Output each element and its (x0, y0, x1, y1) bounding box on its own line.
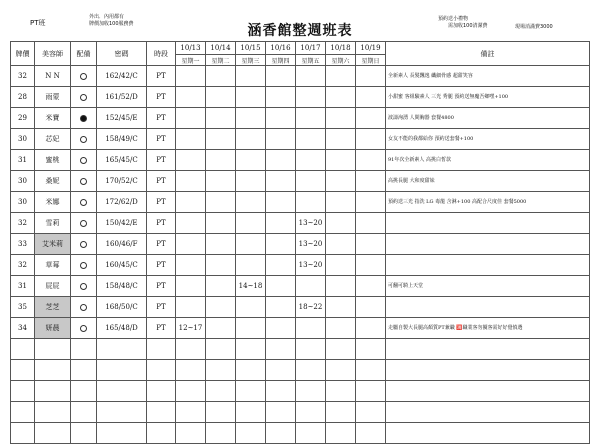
col-header-tag: 牌價 (11, 42, 35, 66)
row-measure: 158/48/C (97, 276, 147, 297)
row-name: 芝芝 (35, 297, 71, 318)
filled-circle-icon (80, 115, 87, 122)
row-status (71, 129, 97, 150)
shift-cell (326, 234, 356, 255)
table-row (11, 87, 590, 108)
shift-cell (356, 66, 386, 87)
empty-cell (97, 423, 147, 444)
empty-circle-icon (80, 283, 87, 290)
table-row (11, 297, 590, 318)
empty-cell (97, 339, 147, 360)
table-row (11, 255, 590, 276)
shift-cell (266, 318, 296, 339)
empty-cell (356, 360, 386, 381)
empty-row (11, 402, 590, 423)
row-note (386, 213, 590, 234)
row-period: PT (147, 234, 176, 255)
row-status (71, 255, 97, 276)
empty-cell (11, 381, 35, 402)
row-name: 芯妃 (35, 129, 71, 150)
shift-cell (236, 192, 266, 213)
empty-cell (11, 360, 35, 381)
shift-cell (296, 66, 326, 87)
row-name: 雨蒙 (35, 87, 71, 108)
shift-cell (176, 150, 206, 171)
shift-label: PT班 (30, 19, 46, 27)
empty-cell (71, 423, 97, 444)
empty-cell (236, 402, 266, 423)
shift-cell (296, 87, 326, 108)
row-status (71, 66, 97, 87)
empty-cell (326, 402, 356, 423)
empty-circle-icon (80, 157, 87, 164)
table-row (11, 234, 590, 255)
col-header-status: 配備 (71, 42, 97, 66)
empty-cell (266, 360, 296, 381)
row-note: 預約送三光 指洗 LG 毒龍 含淋+100 高配合尺度佳 套餐5000 (386, 192, 590, 213)
empty-cell (206, 360, 236, 381)
shift-cell (356, 255, 386, 276)
empty-cell (147, 360, 176, 381)
shift-cell (356, 129, 386, 150)
empty-cell (296, 360, 326, 381)
schedule-sheet (10, 0, 590, 423)
shift-cell (266, 213, 296, 234)
row-period: PT (147, 171, 176, 192)
shift-cell: 13~20 (296, 213, 326, 234)
empty-cell (176, 381, 206, 402)
shift-cell (206, 318, 236, 339)
shift-cell: 14~18 (236, 276, 266, 297)
empty-cell (35, 381, 71, 402)
shift-cell (266, 255, 296, 276)
shift-cell (266, 297, 296, 318)
row-measure: 172/62/D (97, 192, 147, 213)
empty-cell (176, 360, 206, 381)
row-name: N N (35, 66, 71, 87)
empty-row (11, 423, 590, 444)
empty-cell (296, 339, 326, 360)
empty-cell (326, 360, 356, 381)
row-status (71, 171, 97, 192)
row-status (71, 87, 97, 108)
empty-cell (206, 423, 236, 444)
row-note: 高挑長腿 大和度甜妹 (386, 171, 590, 192)
empty-circle-icon (80, 136, 87, 143)
shift-cell (266, 276, 296, 297)
col-header-notes: 備註 (386, 42, 590, 66)
empty-cell (35, 339, 71, 360)
day-date: 10/15 (236, 42, 266, 55)
row-name: 妍晨 (35, 318, 71, 339)
empty-cell (206, 339, 236, 360)
table-row (11, 213, 590, 234)
shift-cell (206, 108, 236, 129)
shift-cell (236, 171, 266, 192)
empty-circle-icon (80, 94, 87, 101)
shift-cell (206, 150, 236, 171)
table-row (11, 150, 590, 171)
shift-cell (176, 255, 206, 276)
shift-cell (206, 234, 236, 255)
shift-cell (236, 108, 266, 129)
empty-cell (71, 402, 97, 423)
empty-cell (326, 423, 356, 444)
day-date: 10/18 (326, 42, 356, 55)
row-measure: 165/45/C (97, 150, 147, 171)
shift-cell (176, 129, 206, 150)
empty-row (11, 360, 590, 381)
shift-cell (236, 318, 266, 339)
row-period: PT (147, 255, 176, 276)
table-row (11, 276, 590, 297)
empty-cell (326, 339, 356, 360)
right-note-line1: 預約送小禮物 (438, 16, 469, 22)
shift-cell (176, 87, 206, 108)
row-tag: 30 (11, 171, 35, 192)
col-header-measure: 密碼 (97, 42, 147, 66)
shift-cell (326, 129, 356, 150)
row-note: 可翻可騎上天堂 (386, 276, 590, 297)
shift-cell (356, 318, 386, 339)
shift-cell (296, 129, 326, 150)
shift-cell (176, 213, 206, 234)
row-measure: 150/42/E (97, 213, 147, 234)
empty-circle-icon (80, 262, 87, 269)
day-weekday: 星期四 (266, 55, 296, 66)
row-name: 屁屁 (35, 276, 71, 297)
area-note-line1: 外出．內用都有 (89, 14, 125, 20)
shift-cell (356, 234, 386, 255)
shift-cell (326, 66, 356, 87)
shift-cell (206, 129, 236, 150)
empty-circle-icon (80, 73, 87, 80)
shift-cell (206, 213, 236, 234)
row-measure: 162/42/C (97, 66, 147, 87)
table-row (11, 192, 590, 213)
empty-cell (356, 339, 386, 360)
row-period: PT (147, 276, 176, 297)
row-status (71, 297, 97, 318)
shift-cell (176, 192, 206, 213)
empty-cell (35, 360, 71, 381)
row-note: 波濤洶湧 人間胸器 套餐4800 (386, 108, 590, 129)
row-name: 桑妮 (35, 171, 71, 192)
empty-cell (206, 402, 236, 423)
row-tag: 32 (11, 213, 35, 234)
schedule-rows (11, 66, 590, 444)
row-tag: 33 (11, 234, 35, 255)
empty-cell (386, 381, 590, 402)
shift-cell (326, 255, 356, 276)
row-period: PT (147, 129, 176, 150)
empty-cell (147, 423, 176, 444)
table-row (11, 108, 590, 129)
col-header-name: 美容師 (35, 42, 71, 66)
shift-cell (326, 150, 356, 171)
empty-cell (266, 339, 296, 360)
day-date: 10/14 (206, 42, 236, 55)
row-period: PT (147, 318, 176, 339)
row-note: 全新素人 長髮飄逸 纖細骨感 超甜笑容 (386, 66, 590, 87)
shift-cell (326, 171, 356, 192)
empty-cell (296, 402, 326, 423)
shift-cell (356, 297, 386, 318)
shift-cell (236, 87, 266, 108)
shift-cell (356, 87, 386, 108)
row-measure: 161/52/D (97, 87, 147, 108)
empty-cell (266, 381, 296, 402)
empty-cell (11, 339, 35, 360)
right-note (430, 16, 488, 30)
empty-cell (266, 402, 296, 423)
shift-cell (356, 192, 386, 213)
shift-cell (176, 171, 206, 192)
shift-cell (296, 192, 326, 213)
shift-cell (236, 297, 266, 318)
empty-cell (71, 360, 97, 381)
empty-cell (147, 339, 176, 360)
empty-circle-icon (80, 241, 87, 248)
row-tag: 32 (11, 66, 35, 87)
day-date: 10/16 (266, 42, 296, 55)
shift-cell (296, 108, 326, 129)
row-note (386, 255, 590, 276)
area-note-line2: 牌價加收100服務費 (89, 21, 134, 27)
row-tag: 29 (11, 108, 35, 129)
empty-circle-icon (80, 304, 87, 311)
row-name: 草莓 (35, 255, 71, 276)
empty-cell (296, 423, 326, 444)
shift-cell (356, 276, 386, 297)
empty-cell (97, 360, 147, 381)
shift-cell (266, 87, 296, 108)
table-row (11, 318, 590, 339)
day-weekday: 星期六 (326, 55, 356, 66)
empty-circle-icon (80, 178, 87, 185)
shift-cell (296, 171, 326, 192)
shift-cell (326, 318, 356, 339)
empty-cell (97, 402, 147, 423)
shift-cell (206, 171, 236, 192)
shift-cell (236, 129, 266, 150)
empty-cell (71, 339, 97, 360)
shift-cell (236, 255, 266, 276)
table-row (11, 129, 590, 150)
empty-cell (236, 339, 266, 360)
row-measure: 170/52/C (97, 171, 147, 192)
row-note (386, 234, 590, 255)
row-name: 雪莉 (35, 213, 71, 234)
shift-cell: 13~20 (296, 234, 326, 255)
shift-cell (206, 87, 236, 108)
shift-cell (326, 108, 356, 129)
empty-cell (11, 402, 35, 423)
row-name: 艾米莉 (35, 234, 71, 255)
empty-row (11, 339, 590, 360)
empty-cell (176, 339, 206, 360)
row-status (71, 234, 97, 255)
row-tag: 31 (11, 150, 35, 171)
page-title: 涵香館整週班表 (247, 23, 353, 39)
empty-cell (236, 381, 266, 402)
right-note-line2: 需加收100清潔費 (448, 23, 488, 29)
empty-cell (236, 423, 266, 444)
day-date: 10/19 (356, 42, 386, 55)
shift-cell (176, 66, 206, 87)
empty-cell (147, 381, 176, 402)
day-date: 10/13 (176, 42, 206, 55)
shift-cell (296, 318, 326, 339)
row-tag: 28 (11, 87, 35, 108)
shift-cell: 18~22 (296, 297, 326, 318)
shift-cell (326, 297, 356, 318)
row-period: PT (147, 108, 176, 129)
shift-cell (266, 129, 296, 150)
shift-cell (326, 213, 356, 234)
row-period: PT (147, 213, 176, 234)
day-weekday: 星期一 (176, 55, 206, 66)
shift-cell (266, 150, 296, 171)
shift-cell (326, 276, 356, 297)
table-row (11, 66, 590, 87)
shift-cell (176, 276, 206, 297)
shift-cell (236, 213, 266, 234)
row-tag: 34 (11, 318, 35, 339)
row-status (71, 150, 97, 171)
empty-cell (266, 423, 296, 444)
row-status (71, 276, 97, 297)
empty-cell (296, 381, 326, 402)
empty-circle-icon (80, 199, 87, 206)
row-period: PT (147, 87, 176, 108)
row-tag: 31 (11, 276, 35, 297)
col-header-period: 時段 (147, 42, 176, 66)
row-period: PT (147, 297, 176, 318)
row-tag: 30 (11, 192, 35, 213)
empty-cell (206, 381, 236, 402)
shift-cell (356, 150, 386, 171)
shift-cell (176, 108, 206, 129)
shift-cell (206, 66, 236, 87)
empty-cell (11, 423, 35, 444)
shift-cell (266, 171, 296, 192)
empty-row (11, 381, 590, 402)
empty-cell (35, 402, 71, 423)
table-row (11, 171, 590, 192)
row-note: 女友不能的我都給你 預約送套餐+100 (386, 129, 590, 150)
shift-cell (326, 192, 356, 213)
row-measure: 152/45/E (97, 108, 147, 129)
row-note: 走屬自製大長腿高顏質PT兼職 🈵職業客勿擾客需好好覺慎選 (386, 318, 590, 339)
row-tag: 32 (11, 255, 35, 276)
shift-cell (206, 276, 236, 297)
day-weekday: 星期二 (206, 55, 236, 66)
empty-cell (386, 339, 590, 360)
shift-cell (266, 192, 296, 213)
shift-cell (176, 297, 206, 318)
row-period: PT (147, 192, 176, 213)
row-measure: 165/48/D (97, 318, 147, 339)
row-name: 米娜 (35, 192, 71, 213)
empty-cell (356, 402, 386, 423)
empty-cell (386, 360, 590, 381)
row-status (71, 192, 97, 213)
row-note: 91年次全新素人 高挑白皙款 (386, 150, 590, 171)
empty-cell (176, 402, 206, 423)
shift-cell: 12~17 (176, 318, 206, 339)
empty-cell (356, 423, 386, 444)
shift-cell (206, 297, 236, 318)
row-status (71, 213, 97, 234)
day-weekday: 星期日 (356, 55, 386, 66)
shift-cell (356, 108, 386, 129)
row-measure: 158/49/C (97, 129, 147, 150)
shift-cell (236, 234, 266, 255)
empty-cell (386, 402, 590, 423)
shift-cell (296, 276, 326, 297)
empty-circle-icon (80, 325, 87, 332)
shift-cell (356, 213, 386, 234)
shift-cell (236, 66, 266, 87)
row-period: PT (147, 66, 176, 87)
right-note-line3: 現場消滿費3000 (515, 24, 553, 30)
row-note: 小甜蜜 客組驗素人 三光 秀腿 預約送無魔吾鄉嘿+100 (386, 87, 590, 108)
empty-cell (71, 381, 97, 402)
shift-cell (236, 150, 266, 171)
empty-cell (236, 360, 266, 381)
row-note (386, 297, 590, 318)
shift-cell (206, 255, 236, 276)
row-measure: 168/50/C (97, 297, 147, 318)
day-date: 10/17 (296, 42, 326, 55)
row-status (71, 318, 97, 339)
empty-circle-icon (80, 220, 87, 227)
row-status (71, 108, 97, 129)
row-period: PT (147, 150, 176, 171)
shift-cell (356, 171, 386, 192)
empty-cell (35, 423, 71, 444)
schedule-table (10, 41, 590, 444)
row-measure: 160/46/F (97, 234, 147, 255)
row-tag: 30 (11, 129, 35, 150)
shift-cell (266, 66, 296, 87)
empty-cell (97, 381, 147, 402)
row-measure: 160/45/C (97, 255, 147, 276)
empty-cell (326, 381, 356, 402)
empty-cell (147, 402, 176, 423)
shift-cell (206, 192, 236, 213)
empty-cell (176, 423, 206, 444)
row-name: 米寶 (35, 108, 71, 129)
shift-cell (326, 87, 356, 108)
day-weekday: 星期五 (296, 55, 326, 66)
shift-cell (266, 234, 296, 255)
shift-cell (266, 108, 296, 129)
row-name: 蜜桃 (35, 150, 71, 171)
empty-cell (386, 423, 590, 444)
shift-cell: 13~20 (296, 255, 326, 276)
shift-cell (296, 150, 326, 171)
empty-cell (356, 381, 386, 402)
row-tag: 35 (11, 297, 35, 318)
shift-cell (176, 234, 206, 255)
day-weekday: 星期三 (236, 55, 266, 66)
